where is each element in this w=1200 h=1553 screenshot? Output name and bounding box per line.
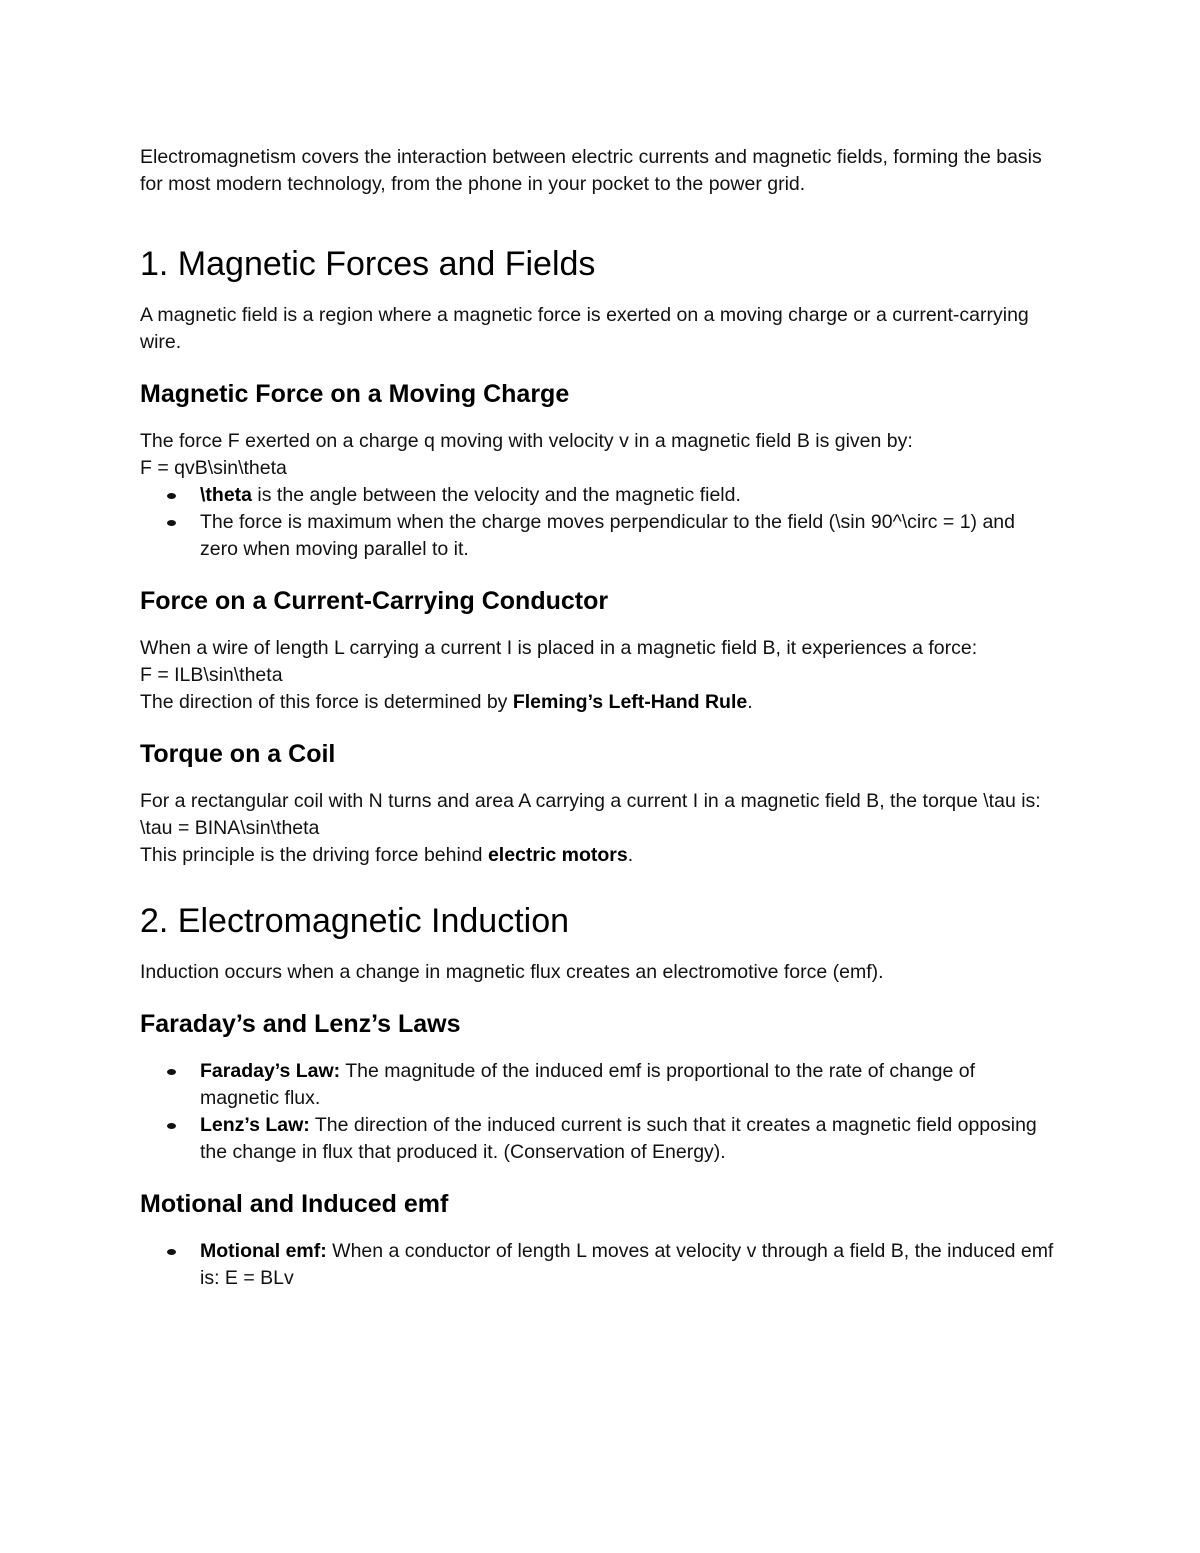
list-item-text: The force is maximum when the charge moves perpendicular to the field (\sin 90^\circ = 1) and zero when moving parallel to it.: [200, 511, 1015, 560]
direction-suffix: .: [747, 691, 753, 713]
bullet-icon: [167, 493, 176, 499]
list-item-text: The magnitude of the induced emf is proportional to the rate of change of magnetic flux.: [200, 1060, 976, 1109]
document-page: [140, 144, 1055, 1292]
section-2-heading: 2. Electromagnetic Induction: [140, 902, 570, 940]
list-item-text: When a conductor of length L moves at velocity v through a field B, the induced emf is: E = BLv: [200, 1240, 1054, 1289]
motional-heading: Motional and Induced emf: [140, 1190, 449, 1218]
moving-charge-list: [140, 482, 1055, 563]
list-item-bold: \theta: [200, 484, 253, 506]
list-item: [140, 1238, 1055, 1292]
moving-charge-text: The force F exerted on a charge q moving with velocity v in a magnetic field B is given by:: [140, 430, 913, 452]
list-item: [140, 482, 1055, 509]
torque-heading: Torque on a Coil: [140, 740, 336, 768]
list-item-bold: Faraday’s Law:: [200, 1060, 341, 1082]
laws-list: [140, 1058, 1055, 1166]
intro-paragraph: Electromagnetism covers the interaction between electric currents and magnetic fields, forming the basis for most modern technology, from the phone in your pocket to the power grid.: [140, 146, 1042, 195]
laws-heading: Faraday’s and Lenz’s Laws: [140, 1010, 461, 1038]
direction-rule: Fleming’s Left-Hand Rule: [512, 691, 748, 713]
direction-prefix: The direction of this force is determined by: [140, 691, 513, 713]
principle-bold: electric motors: [487, 844, 628, 866]
list-item: [140, 1058, 1055, 1112]
conductor-formula: F = ILB\sin\theta: [140, 664, 283, 686]
section-1-body: A magnetic field is a region where a magnetic force is exerted on a moving charge or a current-carrying wire.: [140, 304, 1029, 353]
bullet-icon: [167, 1249, 176, 1255]
section-2-body: Induction occurs when a change in magnetic flux creates an electromotive force (emf).: [140, 961, 884, 983]
list-item-text: The direction of the induced current is such that it creates a magnetic field opposing the change in flux that produced it. (Conservation of Energy).: [200, 1114, 1037, 1163]
section-1-heading: 1. Magnetic Forces and Fields: [140, 245, 596, 283]
torque-principle: [140, 842, 1055, 869]
torque-formula: \tau = BINA\sin\theta: [140, 817, 320, 839]
list-item-bold: Motional emf:: [200, 1240, 327, 1262]
list-item: [140, 1112, 1055, 1166]
list-item-text: is the angle between the velocity and the magnetic field.: [252, 484, 741, 506]
moving-charge-heading: Magnetic Force on a Moving Charge: [140, 380, 570, 408]
bullet-icon: [167, 1123, 176, 1129]
conductor-heading: Force on a Current-Carrying Conductor: [140, 587, 609, 615]
torque-text: For a rectangular coil with N turns and area A carrying a current I in a magnetic field B, the torque \tau is:: [140, 790, 1041, 812]
bullet-icon: [167, 520, 176, 526]
principle-prefix: This principle is the driving force behind: [140, 844, 488, 866]
motional-list: [140, 1238, 1055, 1292]
conductor-direction: [140, 689, 1055, 716]
principle-suffix: .: [627, 844, 634, 866]
list-item: [140, 509, 1055, 563]
moving-charge-formula: F = qvB\sin\theta: [140, 457, 287, 479]
bullet-icon: [167, 1069, 176, 1075]
conductor-text: When a wire of length L carrying a current I is placed in a magnetic field B, it experiences a force:: [140, 637, 978, 659]
list-item-bold: Lenz’s Law:: [200, 1114, 310, 1136]
